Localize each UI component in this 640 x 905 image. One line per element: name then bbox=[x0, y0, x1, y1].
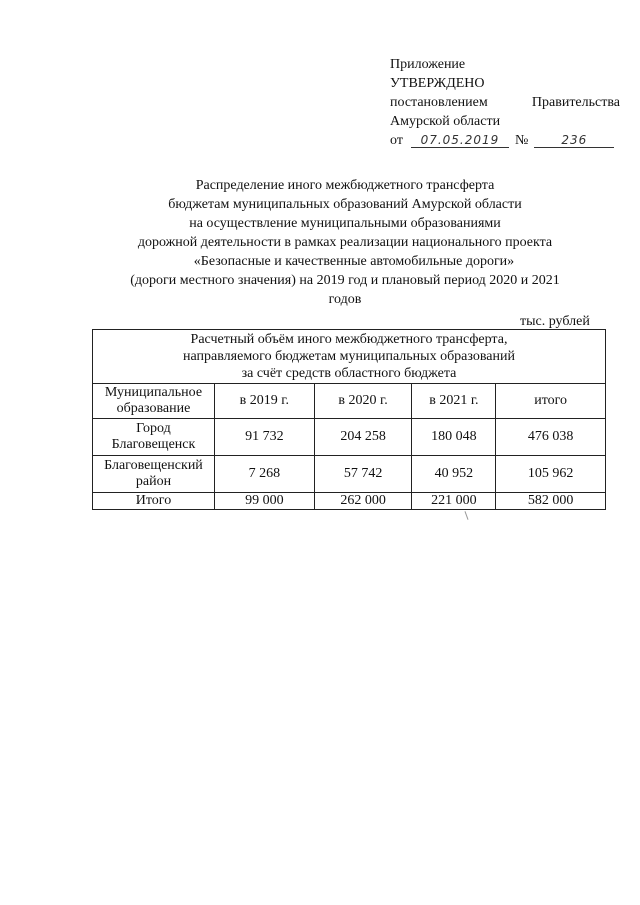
table-row bbox=[93, 419, 606, 456]
table-row bbox=[93, 456, 606, 493]
row-value-2020: 204 258 bbox=[314, 419, 412, 456]
approval-date-handwritten: 07.05.2019 bbox=[411, 133, 509, 148]
total-value-2021: 221 000 bbox=[412, 493, 496, 510]
table-merged-header bbox=[93, 330, 606, 384]
document-title bbox=[95, 176, 595, 309]
approval-date-prefix: от bbox=[390, 133, 403, 148]
merged-header-line: Расчетный объём иного межбюджетного трансферта, bbox=[190, 332, 508, 347]
distribution-table bbox=[92, 329, 606, 510]
total-value-2020: 262 000 bbox=[314, 493, 412, 510]
table-total-row bbox=[93, 493, 606, 510]
approval-approved-label: УТВЕРЖДЕНО bbox=[390, 76, 485, 91]
approval-number-sign: № bbox=[514, 133, 529, 148]
column-header-municipality: Муниципальное образование bbox=[93, 384, 215, 419]
title-line: дорожной деятельности в рамках реализации национального проекта bbox=[137, 235, 553, 250]
column-header-total: итого bbox=[496, 384, 606, 419]
column-header-2021: в 2021 г. bbox=[412, 384, 496, 419]
column-header-2020: в 2020 г. bbox=[314, 384, 412, 419]
row-municipality-name: Город Благовещенск bbox=[93, 419, 215, 456]
merged-header-line: направляемого бюджетам муниципальных образований bbox=[183, 349, 515, 364]
row-municipality-name: Благовещенский район bbox=[93, 456, 215, 493]
row-value-2019: 7 268 bbox=[214, 456, 314, 493]
title-line: на осуществление муниципальными образованиями bbox=[189, 216, 501, 231]
merged-header-line: за счёт средств областного бюджета bbox=[241, 366, 457, 381]
table-column-header-row bbox=[93, 384, 606, 419]
row-value-total: 476 038 bbox=[496, 419, 606, 456]
approval-number-handwritten: 236 bbox=[534, 133, 614, 148]
approval-government-word: Правительства bbox=[531, 95, 620, 110]
approval-appendix-label: Приложение bbox=[390, 57, 466, 72]
title-line: Распределение иного межбюджетного трансферта bbox=[195, 178, 495, 193]
scan-pen-mark bbox=[464, 511, 468, 520]
title-line: (дороги местного значения) на 2019 год и плановый период 2020 и 2021 bbox=[130, 273, 560, 288]
row-value-total: 105 962 bbox=[496, 456, 606, 493]
row-value-2021: 180 048 bbox=[412, 419, 496, 456]
approval-date-line bbox=[390, 131, 620, 150]
total-value-2019: 99 000 bbox=[214, 493, 314, 510]
title-line: годов bbox=[328, 292, 362, 307]
total-row-label: Итого bbox=[93, 493, 215, 510]
approval-block bbox=[390, 55, 620, 150]
table-merged-header-row bbox=[93, 330, 606, 384]
title-line: «Безопасные и качественные автомобильные дороги» bbox=[193, 254, 515, 269]
total-value-total: 582 000 bbox=[496, 493, 606, 510]
approval-decree-word: постановлением bbox=[390, 95, 488, 110]
units-label: тыс. рублей bbox=[520, 314, 590, 329]
title-line: бюджетам муниципальных образований Амурской области bbox=[168, 197, 522, 212]
row-value-2019: 91 732 bbox=[214, 419, 314, 456]
approval-region-label: Амурской области bbox=[390, 114, 501, 129]
column-header-2019: в 2019 г. bbox=[214, 384, 314, 419]
row-value-2020: 57 742 bbox=[314, 456, 412, 493]
row-value-2021: 40 952 bbox=[412, 456, 496, 493]
approval-decree-line bbox=[390, 93, 620, 112]
